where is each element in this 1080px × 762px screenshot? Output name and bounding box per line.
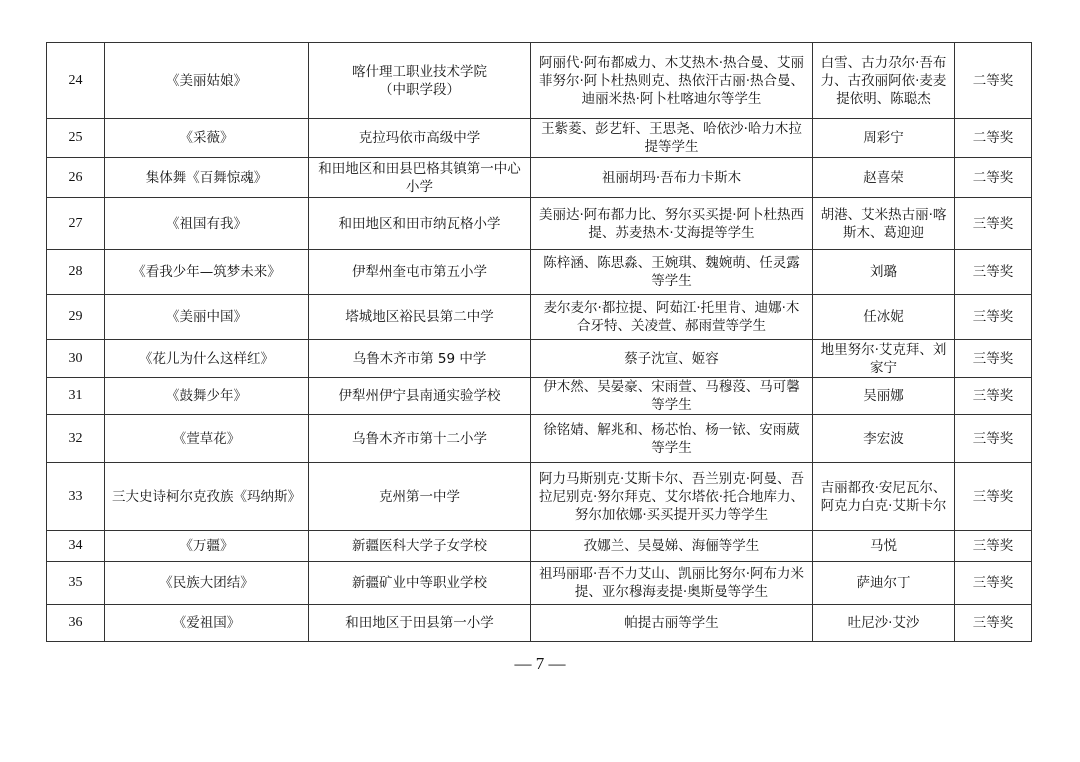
student-names: 帕提古丽等学生 <box>531 605 813 642</box>
page-number: — 7 — <box>514 654 566 673</box>
teacher-names: 白雪、古力尕尔·吾布力、古孜丽阿依·麦麦提依明、陈聪杰 <box>813 43 955 119</box>
table-row <box>47 531 1032 562</box>
table-row <box>47 340 1032 378</box>
award-level: 三等奖 <box>955 531 1032 562</box>
program-title: 三大史诗柯尔克孜族《玛纳斯》 <box>105 463 309 531</box>
school-name: 新疆矿业中等职业学校 <box>309 562 531 605</box>
award-level: 三等奖 <box>955 562 1032 605</box>
teacher-names: 赵喜荣 <box>813 158 955 198</box>
table-row <box>47 415 1032 463</box>
student-names: 美丽达·阿布都力比、努尔买买提·阿卜杜热西提、苏麦热木·艾海提等学生 <box>531 198 813 250</box>
school-name: 伊犁州奎屯市第五小学 <box>309 250 531 295</box>
award-level: 三等奖 <box>955 250 1032 295</box>
row-number: 36 <box>47 605 105 642</box>
teacher-names: 地里努尔·艾克拜、刘家宁 <box>813 340 955 378</box>
row-number: 29 <box>47 295 105 340</box>
student-names: 蔡子沈宣、姬容 <box>531 340 813 378</box>
school-name: 伊犁州伊宁县南通实验学校 <box>309 378 531 415</box>
row-number: 34 <box>47 531 105 562</box>
student-names: 祖玛丽耶·吾不力艾山、凯丽比努尔·阿布力米提、亚尔穆海麦提·奥斯曼等学生 <box>531 562 813 605</box>
award-level: 二等奖 <box>955 43 1032 119</box>
row-number: 32 <box>47 415 105 463</box>
award-level: 二等奖 <box>955 119 1032 158</box>
school-name: 和田地区和田市纳瓦格小学 <box>309 198 531 250</box>
program-title: 《民族大团结》 <box>105 562 309 605</box>
teacher-names: 马悦 <box>813 531 955 562</box>
teacher-names: 李宏波 <box>813 415 955 463</box>
table-row <box>47 562 1032 605</box>
table-row <box>47 43 1032 119</box>
teacher-names: 吐尼沙·艾沙 <box>813 605 955 642</box>
student-names: 阿力马斯别克·艾斯卡尔、吾兰别克·阿曼、吾拉尼别克·努尔拜克、艾尔塔依·托合地库力、努尔加依娜·买买提开买力等学生 <box>531 463 813 531</box>
award-level: 三等奖 <box>955 340 1032 378</box>
teacher-names: 吴丽娜 <box>813 378 955 415</box>
table-body <box>47 43 1032 642</box>
table-row <box>47 119 1032 158</box>
school-name: 乌鲁木齐市第十二小学 <box>309 415 531 463</box>
program-title: 《祖国有我》 <box>105 198 309 250</box>
student-names: 王紫菱、彭艺轩、王思尧、哈依沙·哈力木拉提等学生 <box>531 119 813 158</box>
school-name: 新疆医科大学子女学校 <box>309 531 531 562</box>
student-names: 伊木然、吴晏豪、宋雨萱、马穆莈、马可馨等学生 <box>531 378 813 415</box>
program-title: 《美丽中国》 <box>105 295 309 340</box>
program-title: 《万疆》 <box>105 531 309 562</box>
table-row <box>47 198 1032 250</box>
school-name: 和田地区和田县巴格其镇第一中心小学 <box>309 158 531 198</box>
teacher-names: 萨迪尔丁 <box>813 562 955 605</box>
student-names: 阿丽代·阿布都威力、木艾热木·热合曼、艾丽菲努尔·阿卜杜热则克、热依汗古丽·热合曼、迪丽米热·阿卜杜喀迪尔等学生 <box>531 43 813 119</box>
student-names: 徐铭婧、解兆和、杨芯怡、杨一铱、安雨葳等学生 <box>531 415 813 463</box>
table-row <box>47 605 1032 642</box>
program-title: 《爱祖国》 <box>105 605 309 642</box>
award-level: 二等奖 <box>955 158 1032 198</box>
row-number: 35 <box>47 562 105 605</box>
award-level: 三等奖 <box>955 605 1032 642</box>
school-name-line: 喀什理工职业技术学院 （中职学段） <box>352 63 487 98</box>
row-number: 31 <box>47 378 105 415</box>
award-table <box>46 42 1032 642</box>
school-name: 克州第一中学 <box>309 463 531 531</box>
row-number: 33 <box>47 463 105 531</box>
row-number: 27 <box>47 198 105 250</box>
teacher-names: 周彩宁 <box>813 119 955 158</box>
row-number: 28 <box>47 250 105 295</box>
student-names: 陈梓涵、陈思淼、王婉琪、魏婉萌、任灵露等学生 <box>531 250 813 295</box>
row-number: 24 <box>47 43 105 119</box>
program-title: 《萱草花》 <box>105 415 309 463</box>
award-level: 三等奖 <box>955 295 1032 340</box>
school-name: 塔城地区裕民县第二中学 <box>309 295 531 340</box>
school-name: 乌鲁木齐市第 59 中学 <box>309 340 531 378</box>
table-row <box>47 378 1032 415</box>
teacher-names: 胡港、艾米热古丽·喀斯木、葛迎迎 <box>813 198 955 250</box>
row-number: 30 <box>47 340 105 378</box>
program-title: 集体舞《百舞惊魂》 <box>105 158 309 198</box>
table-row <box>47 463 1032 531</box>
school-name <box>309 43 531 119</box>
program-title: 《美丽姑娘》 <box>105 43 309 119</box>
table-row <box>47 295 1032 340</box>
table-row <box>47 250 1032 295</box>
student-names: 祖丽胡玛·吾布力卡斯木 <box>531 158 813 198</box>
school-name: 和田地区于田县第一小学 <box>309 605 531 642</box>
award-level: 三等奖 <box>955 198 1032 250</box>
award-level: 三等奖 <box>955 463 1032 531</box>
program-title: 《鼓舞少年》 <box>105 378 309 415</box>
student-names: 孜娜兰、吴曼娣、海俪等学生 <box>531 531 813 562</box>
school-name: 克拉玛依市高级中学 <box>309 119 531 158</box>
award-level: 三等奖 <box>955 378 1032 415</box>
teacher-names: 刘璐 <box>813 250 955 295</box>
program-title: 《花儿为什么这样红》 <box>105 340 309 378</box>
award-level: 三等奖 <box>955 415 1032 463</box>
program-title: 《看我少年—筑梦未来》 <box>105 250 309 295</box>
row-number: 26 <box>47 158 105 198</box>
row-number: 25 <box>47 119 105 158</box>
program-title: 《采薇》 <box>105 119 309 158</box>
teacher-names: 吉丽都孜·安尼瓦尔、阿克力白克·艾斯卡尔 <box>813 463 955 531</box>
table-row <box>47 158 1032 198</box>
student-names: 麦尔麦尔·都拉提、阿茹江·托里肯、迪娜·木合牙特、关凌萱、郝雨萱等学生 <box>531 295 813 340</box>
teacher-names: 任冰妮 <box>813 295 955 340</box>
